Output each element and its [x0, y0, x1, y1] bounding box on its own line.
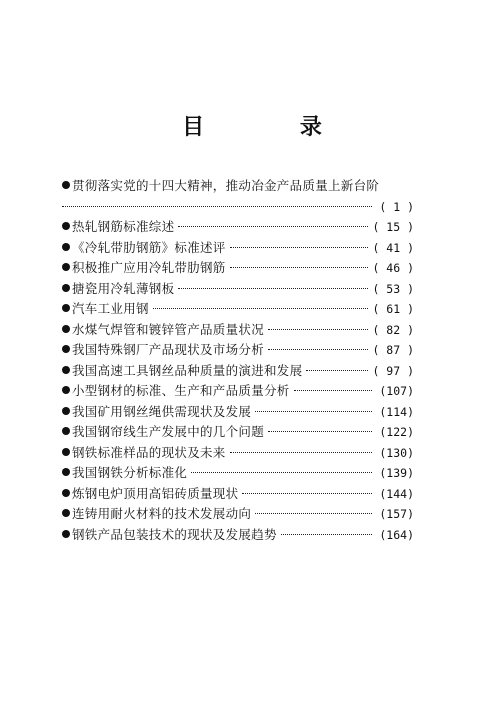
toc-entry-title: 积极推广应用冷轧带肋钢筋 [72, 260, 226, 275]
dot-leader [178, 288, 368, 289]
dot-leader [230, 452, 372, 453]
toc-entry-page: ( 87 ) [372, 343, 414, 357]
toc-entry[interactable] [62, 422, 414, 443]
bullet-icon [62, 181, 70, 189]
toc-entry[interactable] [62, 320, 414, 341]
toc-entry-title: 炼钢电炉顶用高铝砖质量现状 [72, 485, 239, 501]
toc-entry[interactable] [62, 525, 414, 546]
bullet-icon [62, 407, 70, 415]
toc-entry[interactable] [62, 217, 414, 238]
toc-entry-page: (164) [379, 527, 414, 542]
dot-leader [306, 370, 368, 371]
bullet-icon [62, 222, 70, 230]
toc-entry-title: 贯彻落实党的十四大精神，推动冶金产品质量上新台阶 [72, 178, 380, 193]
bullet-icon [62, 489, 70, 497]
toc-entry-page: ( 1 ) [379, 199, 414, 214]
dot-leader [255, 411, 372, 412]
toc-entry-page: ( 82 ) [372, 322, 414, 337]
toc-entry-page: (157) [379, 507, 414, 521]
bullet-icon [62, 468, 70, 476]
toc-entry-page: ( 53 ) [372, 281, 414, 296]
toc-entry-title: 我国高速工具钢丝品种质量的演进和发展 [72, 362, 303, 378]
bullet-icon [62, 427, 70, 435]
bullet-icon [62, 448, 70, 456]
toc-entry[interactable] [62, 443, 414, 464]
toc-entry-page: (139) [379, 466, 414, 480]
table-of-contents [62, 176, 414, 545]
toc-entry-page: (144) [379, 486, 414, 501]
toc-entry-title: 我国钢帘线生产发展中的几个问题 [72, 424, 265, 439]
dot-leader [153, 308, 369, 309]
dot-leader [191, 472, 372, 473]
dot-leader [268, 329, 368, 330]
bullet-icon [62, 304, 70, 312]
toc-entry-title: 汽车工业用钢 [72, 301, 149, 316]
bullet-icon [62, 366, 70, 374]
toc-entry[interactable] [62, 381, 414, 402]
toc-entry-title: 我国矿用钢丝绳供需现状及发展 [72, 403, 252, 419]
bullet-icon [62, 325, 70, 333]
toc-entry-page: (114) [379, 404, 414, 419]
toc-entry-title: 搪瓷用冷轧薄钢板 [72, 280, 175, 296]
dot-leader [268, 431, 372, 432]
bullet-icon [62, 263, 70, 271]
toc-entry-title: 《冷轧带肋钢筋》标准述评 [72, 239, 226, 255]
toc-entry[interactable] [62, 504, 414, 525]
toc-entry[interactable] [62, 176, 414, 217]
page-title: 目 录 [182, 114, 366, 140]
toc-entry-title: 钢铁产品包装技术的现状及发展趋势 [72, 526, 277, 542]
toc-entry[interactable] [62, 258, 414, 279]
dot-leader [242, 493, 372, 494]
toc-entry-page: ( 61 ) [372, 302, 414, 316]
dot-leader [230, 247, 369, 248]
toc-entry-title: 我国特殊钢厂产品现状及市场分析 [72, 342, 265, 357]
bullet-icon [62, 530, 70, 538]
toc-entry[interactable] [62, 402, 414, 423]
toc-entry[interactable] [62, 279, 414, 300]
bullet-icon [62, 345, 70, 353]
toc-entry[interactable] [62, 361, 414, 382]
toc-entry-page: (122) [379, 425, 414, 439]
toc-entry[interactable] [62, 463, 414, 484]
toc-entry-page: (107) [379, 384, 414, 398]
toc-entry-title: 我国钢铁分析标准化 [72, 465, 188, 480]
toc-entry-title: 小型钢材的标准、生产和产品质量分析 [72, 383, 290, 398]
toc-entry-title: 连铸用耐火材料的技术发展动向 [72, 506, 252, 521]
bullet-icon [62, 284, 70, 292]
dot-leader [255, 513, 372, 514]
toc-entry[interactable] [62, 238, 414, 259]
toc-entry-page: ( 46 ) [372, 261, 414, 275]
toc-entry-title: 水煤气焊管和镀锌管产品质量状况 [72, 321, 265, 337]
toc-entry-page: ( 97 ) [372, 363, 414, 378]
toc-entry-page: (130) [379, 445, 414, 460]
dot-leader [268, 349, 368, 350]
toc-entry-title: 钢铁标准样品的现状及未来 [72, 444, 226, 460]
toc-entry[interactable] [62, 484, 414, 505]
bullet-icon [62, 509, 70, 517]
bullet-icon [62, 386, 70, 394]
dot-leader [62, 206, 372, 207]
dot-leader [281, 534, 372, 535]
toc-entry-title: 热轧钢筋标准综述 [72, 219, 175, 234]
toc-entry[interactable] [62, 299, 414, 320]
dot-leader [294, 390, 372, 391]
dot-leader [178, 226, 368, 227]
bullet-icon [62, 243, 70, 251]
toc-entry-page: ( 15 ) [372, 220, 414, 234]
toc-entry-page: ( 41 ) [372, 240, 414, 255]
dot-leader [230, 267, 369, 268]
toc-entry[interactable] [62, 340, 414, 361]
